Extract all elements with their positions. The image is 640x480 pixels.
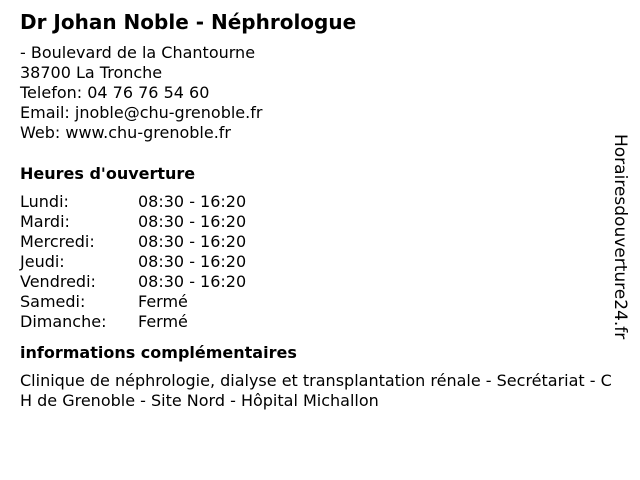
hours-day: Mercredi: (20, 232, 95, 251)
hours-day: Vendredi: (20, 272, 96, 291)
hours-time: 08:30 - 16:20 (138, 252, 247, 271)
phone-line: Telefon: 04 76 76 54 60 (20, 83, 210, 102)
hours-day: Jeudi: (20, 252, 65, 271)
hours-row (20, 272, 620, 292)
hours-time: Fermé (138, 292, 188, 311)
hours-time: 08:30 - 16:20 (138, 232, 247, 251)
info-heading: informations complémentaires (20, 343, 297, 362)
doctor-name-title: Dr Johan Noble - Néphrologue (20, 10, 357, 34)
hours-time: 08:30 - 16:20 (138, 212, 247, 231)
hours-heading: Heures d'ouverture (20, 164, 196, 183)
hours-row (20, 192, 620, 212)
hours-time: 08:30 - 16:20 (138, 272, 247, 291)
hours-row (20, 232, 620, 252)
address-line-1: - Boulevard de la Chantourne (20, 43, 256, 62)
site-watermark: Horairesdouverture24.fr (610, 134, 630, 340)
hours-day: Mardi: (20, 212, 70, 231)
hours-time: Fermé (138, 312, 188, 331)
web-line: Web: www.chu-grenoble.fr (20, 123, 231, 142)
address-line-2: 38700 La Tronche (20, 63, 163, 82)
hours-day: Samedi: (20, 292, 86, 311)
hours-row (20, 312, 620, 332)
hours-row (20, 252, 620, 272)
hours-row (20, 292, 620, 312)
hours-row (20, 212, 620, 232)
hours-table (20, 192, 620, 332)
contact-block (20, 43, 620, 143)
doctor-card (20, 8, 620, 411)
hours-day: Dimanche: (20, 312, 107, 331)
hours-time: 08:30 - 16:20 (138, 192, 247, 211)
email-line: Email: jnoble@chu-grenoble.fr (20, 103, 263, 122)
hours-day: Lundi: (20, 192, 69, 211)
info-text: Clinique de néphrologie, dialyse et transplantation rénale - Secrétariat - CH de Grenoble - Site Nord - Hôpital Michallon (20, 371, 612, 410)
